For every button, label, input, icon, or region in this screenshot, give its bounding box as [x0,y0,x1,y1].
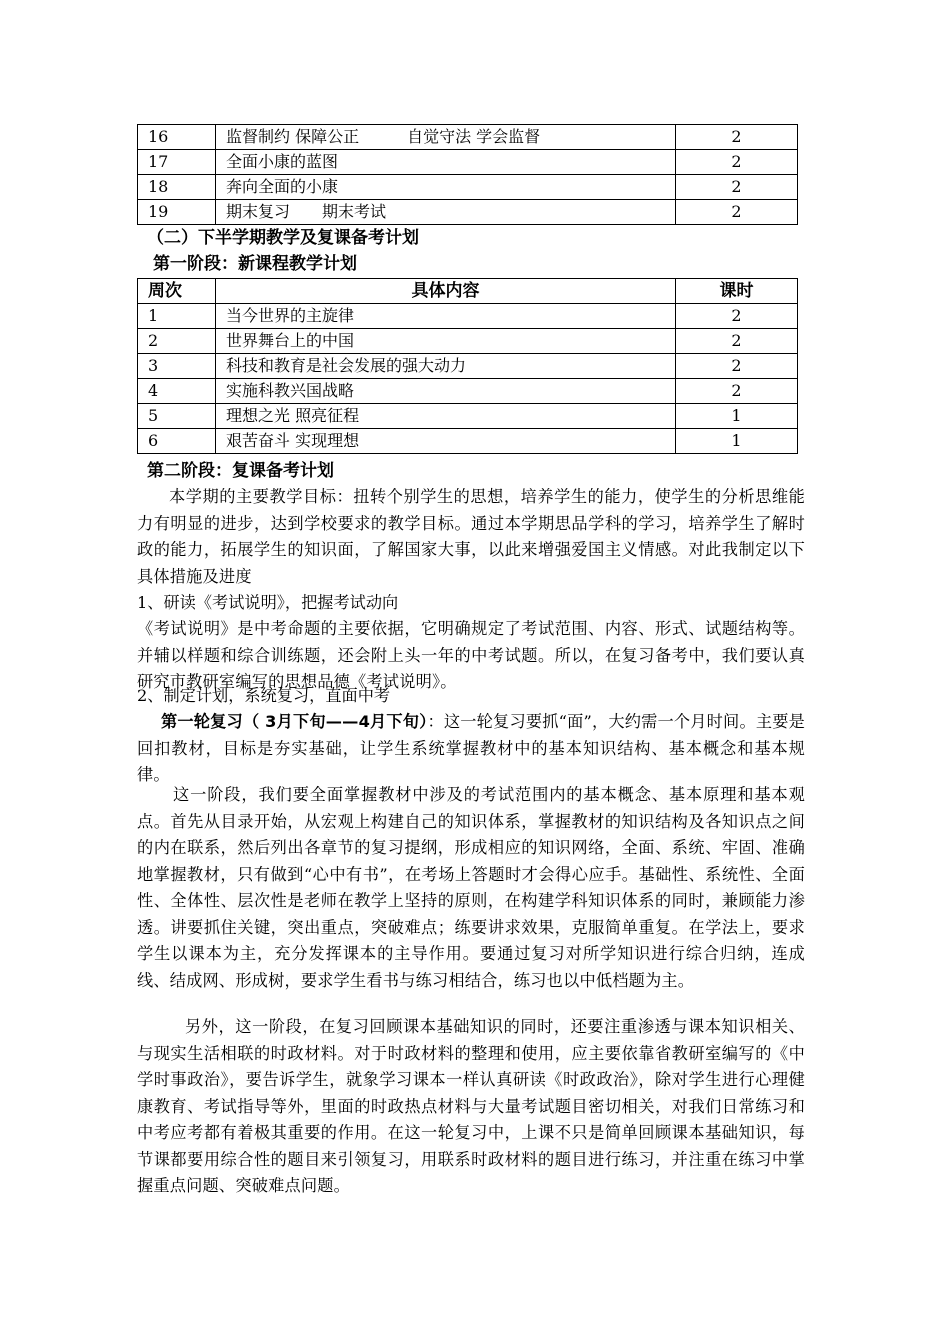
phase1-title: 第一阶段：新课程教学计划 [153,254,357,274]
content-cell: 期末复习 期末考试 [216,200,676,225]
table-row [138,304,798,329]
hours-cell: 2 [676,150,798,175]
also-paragraph: 另外，这一阶段，在复习回顾课本基础知识的同时，还要注重渗透与课本知识相关、与现实生活相联的时政材料。对于时政材料的整理和使用，应主要依靠省教研室编写的《中学时事政治》，要告诉学生，就象学习课本一样认真研读《时政政治》，除对学生进行心理健康教育、考试指导等外，里面的时政热点材料与大量考试题目密切相关，对我们日常练习和中考应考都有着极其重要的作用。在这一轮复习中，上课不只是简单回顾课本基础知识，每节课都要用综合性的题目来引领复习，用联系时政材料的题目进行练习，并注重在练习中掌握重点问题、突破难点问题。 [137,1017,805,1195]
semester1-schedule-table [137,124,798,225]
week-cell: 19 [138,200,216,225]
round1-title: 第一轮复习（ 3月下旬——4月下旬） [161,712,428,731]
round1-text: ：这一轮复习要抓“面”，大约需一个月时间。主要是回扣教材，目标是夯实基础，让学生系统掌握教材中的基本知识结构、基本概念和基本规律。 [137,712,805,784]
content-cell: 世界舞台上的中国 [216,329,676,354]
hours-cell: 2 [676,329,798,354]
week-cell: 1 [138,304,216,329]
table-row [138,379,798,404]
table-row [138,125,798,150]
week-cell: 17 [138,150,216,175]
table-row [138,175,798,200]
exam-guide-paragraph: 《考试说明》是中考命题的主要依据，它明确规定了考试范围、内容、形式、试题结构等。并辅以样题和综合训练题，还会附上头一年的中考试题。所以，在复习备考中，我们要认真研究市教研室编写的思想品德《考试说明》。 [137,619,805,691]
content-header: 具体内容 [216,279,676,304]
hours-header: 课时 [676,279,798,304]
table-row [138,200,798,225]
content-cell: 理想之光 照亮征程 [216,404,676,429]
stage-paragraph: 这一阶段，我们要全面掌握教材中涉及的考试范围内的基本概念、基本原理和基本观点。首先从目录开始，从宏观上构建自己的知识体系，掌握教材的知识结构及各知识点之间的内在联系，然后列出各章节的复习提纲，形成相应的知识网络，全面、系统、牢固、准确地掌握教材，只有做到“心中有书”，在考场上答题时才会得心应手。基础性、系统性、全面性、全体性、层次性是老师在教学上坚持的原则，在构建学科知识体系的同时，兼顾能力渗透。讲要抓住关键，突出重点，突破难点；练要讲求效果，克服简单重复。在学法上，要求学生以课本为主，充分发挥课本的主导作用。要通过复习对所学知识进行综合归纳，连成线、结成网、形成树，要求学生看书与练习相结合，练习也以中低档题为主。 [137,785,805,990]
hours-cell: 2 [676,175,798,200]
content-cell: 当今世界的主旋律 [216,304,676,329]
content-cell: 奔向全面的小康 [216,175,676,200]
table-row [138,404,798,429]
week-cell: 5 [138,404,216,429]
phase2-title: 第二阶段：复课备考计划 [147,461,334,481]
week-cell: 2 [138,329,216,354]
week-cell: 6 [138,429,216,454]
content-cell: 实施科教兴国战略 [216,379,676,404]
table-row [138,354,798,379]
table-row [138,150,798,175]
content-cell: 科技和教育是社会发展的强大动力 [216,354,676,379]
week-header: 周次 [138,279,216,304]
table-row [138,429,798,454]
hours-cell: 2 [676,125,798,150]
week-cell: 18 [138,175,216,200]
week-cell: 16 [138,125,216,150]
section2-title: （二）下半学期教学及复课备考计划 [147,228,419,248]
hours-cell: 2 [676,379,798,404]
hours-cell: 2 [676,354,798,379]
item1-heading: 1、研读《考试说明》，把握考试动向 [137,593,399,612]
item2-heading: 2、制定计划，系统复习，直面中考 [137,686,391,705]
goal-paragraph: 本学期的主要教学目标：扭转个别学生的思想，培养学生的能力，使学生的分析思维能力有明显的进步，达到学校要求的教学目标。通过本学期思品学科的学习，培养学生了解时政的能力，拓展学生的知识面，了解国家大事，以此来增强爱国主义情感。对此我制定以下具体措施及进度 [137,487,805,586]
hours-cell: 1 [676,429,798,454]
round1-paragraph [137,709,805,789]
semester2-schedule-table [137,278,798,454]
content-cell: 全面小康的蓝图 [216,150,676,175]
hours-cell: 2 [676,200,798,225]
table-row [138,329,798,354]
week-cell: 3 [138,354,216,379]
hours-cell: 1 [676,404,798,429]
content-cell: 监督制约 保障公正 自觉守法 学会监督 [216,125,676,150]
table-header-row [138,279,798,304]
content-cell: 艰苦奋斗 实现理想 [216,429,676,454]
week-cell: 4 [138,379,216,404]
hours-cell: 2 [676,304,798,329]
